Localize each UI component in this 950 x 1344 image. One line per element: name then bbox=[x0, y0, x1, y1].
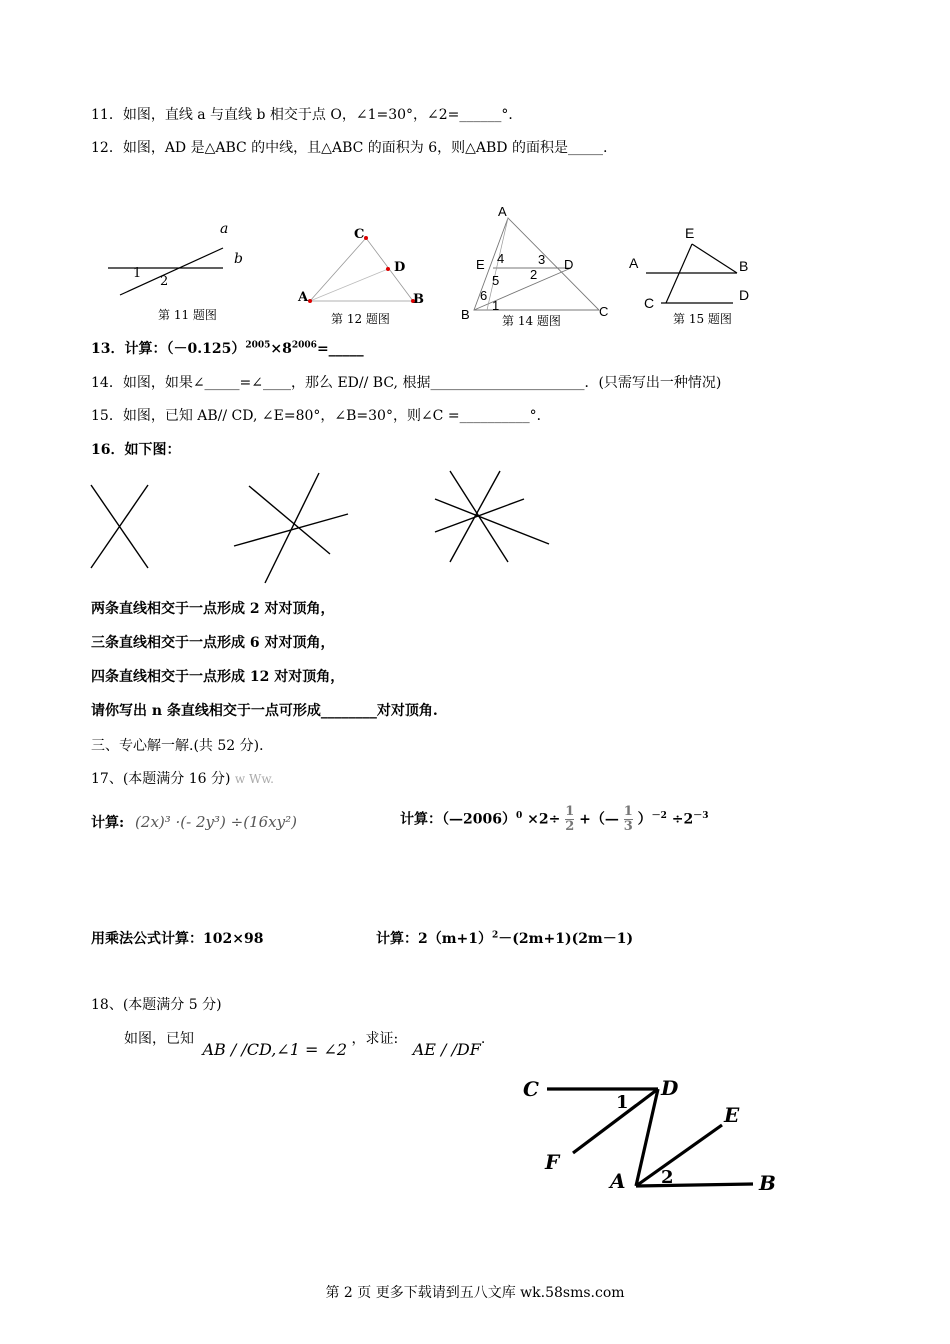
caption-14: 第 14 题图 bbox=[502, 314, 561, 328]
q17-calc1-label: 计算: bbox=[91, 815, 125, 831]
figure-11 bbox=[100, 215, 260, 330]
q13-end: =_____ bbox=[316, 341, 364, 357]
label-b: B bbox=[759, 1171, 776, 1195]
q16-line-4: 请你写出 n 条直线相交于一点可形成________对对顶角. bbox=[91, 703, 438, 719]
label-c: C bbox=[599, 304, 609, 319]
label-a: A bbox=[298, 290, 309, 305]
frac2-den: 3 bbox=[623, 819, 633, 834]
q18-statement bbox=[124, 1028, 486, 1059]
question-11: 11．如图，直线 a 与直线 b 相交于点 O，∠1=30°，∠2=______°． bbox=[91, 107, 523, 123]
q17-calc2-plus: +（— bbox=[579, 811, 619, 828]
label-d: D bbox=[394, 260, 406, 275]
label-d: D bbox=[564, 257, 574, 272]
frac1-den: 2 bbox=[565, 819, 575, 834]
label-4: 4 bbox=[497, 251, 505, 266]
page-footer: 第 2 页 更多下载请到五八文库 wk.58sms.com bbox=[325, 1285, 625, 1301]
label-f: F bbox=[545, 1150, 560, 1174]
q17-calc2-sup1: －2 bbox=[651, 810, 667, 821]
q17-calc-2 bbox=[400, 805, 709, 834]
label-b: b bbox=[234, 251, 243, 267]
label-a: a bbox=[220, 221, 229, 237]
question-13 bbox=[91, 338, 364, 358]
label-1: 1 bbox=[492, 298, 500, 313]
q18-prove: AE / /DF bbox=[412, 1040, 481, 1059]
q18-dot: . bbox=[480, 1031, 486, 1047]
label-2: 2 bbox=[530, 267, 538, 282]
point-d bbox=[386, 267, 390, 271]
line-ab bbox=[636, 1184, 753, 1186]
q18-given: AB / /CD,∠1 = ∠2 bbox=[202, 1040, 348, 1059]
q18-text1: 如图，已知 bbox=[124, 1031, 194, 1047]
q13-text: 13．计算：（－0.125） bbox=[91, 341, 246, 357]
label-c: C bbox=[644, 295, 655, 311]
question-14: 14．如图，如果∠_____=∠____，那么 ED// BC, 根据______________________．(只需写出一种情况) bbox=[91, 375, 722, 391]
figure-16-two-lines bbox=[88, 482, 153, 572]
segment-eb bbox=[692, 244, 737, 273]
q17-calc-3: 用乘法公式计算：102×98 bbox=[91, 931, 264, 947]
q13-exp2: 2006 bbox=[291, 340, 317, 351]
label-1: 1 bbox=[133, 266, 142, 281]
label-2: 2 bbox=[160, 274, 169, 289]
figure-16-three-lines bbox=[232, 470, 352, 586]
section-3-heading: 三、专心解一解.(共 52 分)． bbox=[91, 738, 274, 754]
fraction-one-third bbox=[624, 805, 633, 834]
label-d: D bbox=[661, 1076, 679, 1100]
label-6: 6 bbox=[480, 288, 488, 303]
median-ad bbox=[310, 269, 388, 301]
question-12: 12．如图，AD 是△ABC 的中线，且△ABC 的面积为 6，则△ABD 的面积是_____. bbox=[91, 140, 608, 156]
question-18-heading: 18、(本题满分 5 分) bbox=[91, 997, 222, 1013]
label-c: C bbox=[523, 1077, 539, 1101]
label-2: 2 bbox=[661, 1167, 674, 1188]
q13-mid: ×8 bbox=[270, 341, 292, 357]
q17-calc4-sup: 2 bbox=[492, 930, 499, 941]
q17-calc-1 bbox=[91, 812, 297, 832]
label-a: A bbox=[498, 204, 507, 219]
q17-calc1-expr: (2x)³ ·(- 2y³) ÷(16xy²) bbox=[135, 813, 297, 831]
caption-12: 第 12 题图 bbox=[331, 312, 390, 326]
frac2-num: 1 bbox=[623, 804, 633, 819]
caption-11: 第 11 题图 bbox=[158, 308, 217, 322]
label-a: A bbox=[629, 255, 639, 271]
q17-calc2-sup0: 0 bbox=[515, 810, 523, 821]
label-d: D bbox=[739, 287, 750, 303]
point-a bbox=[308, 299, 312, 303]
q17-calc-4 bbox=[376, 928, 633, 948]
figure-14 bbox=[455, 200, 625, 335]
q13-exp1: 2005 bbox=[245, 340, 271, 351]
q17-calc2-sup2: －3 bbox=[693, 810, 709, 821]
q18-text2: ，求证: bbox=[351, 1031, 399, 1047]
q17-calc4-b: －(2m+1)(2m－1) bbox=[498, 931, 634, 947]
q17-calc2-end: ÷2 bbox=[666, 811, 694, 828]
label-5: 5 bbox=[492, 273, 500, 288]
figure-12 bbox=[295, 225, 435, 330]
q17-calc2-label: 计算：（—2006） bbox=[400, 811, 516, 828]
label-e: E bbox=[476, 257, 485, 272]
fraction-one-half bbox=[565, 805, 574, 834]
q17-calc2-close: ） bbox=[637, 811, 652, 828]
label-b: B bbox=[413, 292, 424, 307]
label-a: A bbox=[610, 1169, 626, 1193]
q17-watermark: w Ww. bbox=[234, 772, 274, 786]
label-e: E bbox=[685, 225, 695, 241]
question-16: 16．如下图： bbox=[91, 442, 181, 458]
point-c bbox=[364, 236, 368, 240]
q17-calc2-mid: ×2÷ bbox=[522, 811, 561, 828]
q17-head: 17、(本题满分 16 分) bbox=[91, 771, 231, 787]
q16-line-1: 两条直线相交于一点形成 2 对对顶角， bbox=[91, 601, 335, 617]
label-e: E bbox=[724, 1103, 740, 1127]
label-c: C bbox=[354, 227, 365, 242]
q17-calc4-a: 计算：2（m+1） bbox=[376, 931, 493, 947]
question-17-heading bbox=[91, 768, 274, 788]
figure-16-four-lines bbox=[433, 468, 553, 568]
caption-15: 第 15 题图 bbox=[673, 312, 732, 326]
triangle-abc bbox=[474, 218, 599, 310]
label-3: 3 bbox=[538, 252, 546, 267]
question-15: 15．如图，已知 AB// CD, ∠E=80°，∠B=30°，则∠C =__________°． bbox=[91, 408, 551, 424]
label-b: B bbox=[739, 258, 749, 274]
frac1-num: 1 bbox=[565, 804, 575, 819]
q16-line-3: 四条直线相交于一点形成 12 对对顶角， bbox=[91, 669, 345, 685]
label-b: B bbox=[461, 307, 470, 322]
q16-line-2: 三条直线相交于一点形成 6 对对顶角， bbox=[91, 635, 335, 651]
figure-15 bbox=[625, 222, 765, 332]
label-1: 1 bbox=[616, 1092, 629, 1113]
figure-18 bbox=[515, 1070, 785, 1200]
